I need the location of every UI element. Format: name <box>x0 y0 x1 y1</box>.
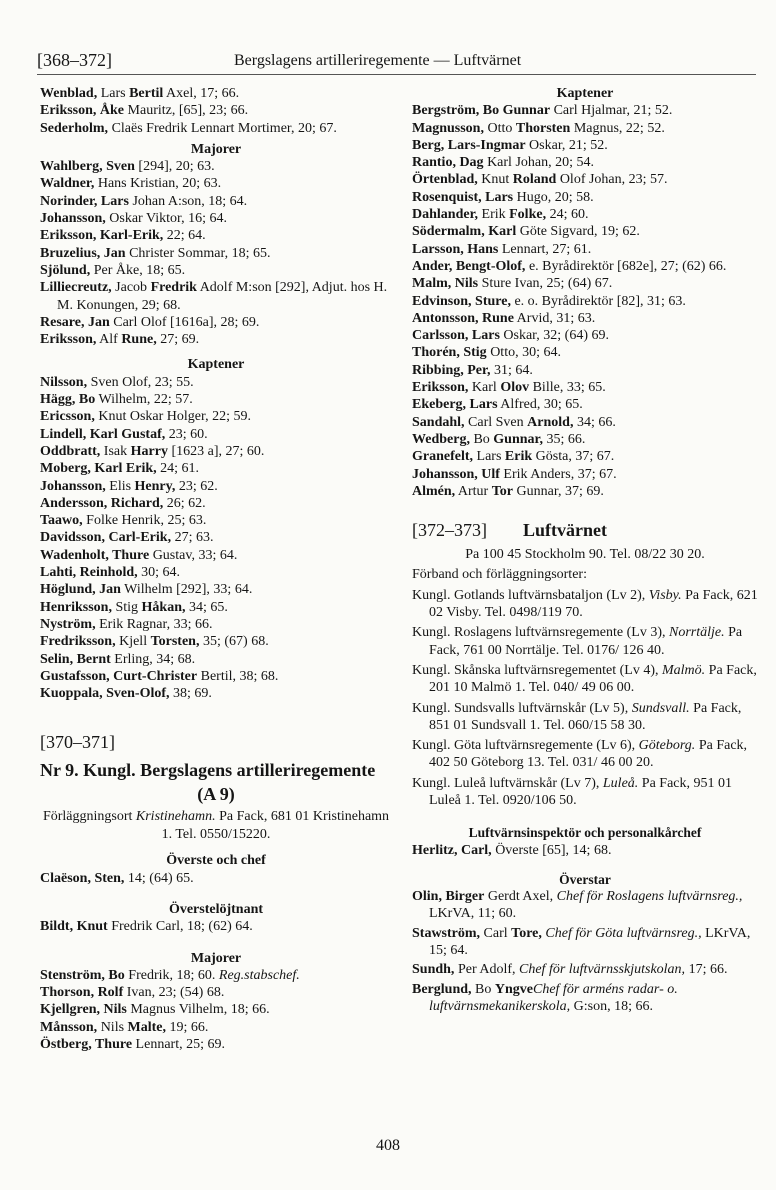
roster-entry: Oddbratt, Isak Harry [1623 a], 27; 60. <box>40 443 265 459</box>
section-pages-372: [372–373] <box>412 520 487 541</box>
header-title: Bergslagens artilleriregemente — Luftvärnet <box>234 52 522 69</box>
roster-entry: Wenblad, Lars Bertil Axel, 17; 66. <box>40 86 240 101</box>
kaptener-right-list <box>412 102 758 500</box>
running-header <box>37 50 756 75</box>
roster-entry: Thorén, Stig Otto, 30; 64. <box>412 345 561 361</box>
inspektor-entry <box>412 842 758 859</box>
roster-entry: Kungl. Roslagens luftvärnsregemente (Lv 3), Norrtälje. Pa Fack, 761 00 Norrtälje. Tel. 0176/ 126 40. <box>412 625 743 658</box>
roster-entry: Selin, Bernt Erling, 34; 68. <box>40 651 196 667</box>
roster-entry: Claëson, Sten, 14; (64) 65. <box>40 870 194 886</box>
overste-entry <box>40 870 392 887</box>
heading-overstelojtnant: Överstelöjtnant <box>168 901 264 917</box>
roster-entry: Gustafsson, Curt-Christer Bertil, 38; 68. <box>40 668 279 684</box>
roster-entry: Edvinson, Sture, e. o. Byrådirektör [82], 31; 63. <box>412 293 686 309</box>
roster-entry: Kungl. Sundsvalls luftvärnskår (Lv 5), Sundsvall. Pa Fack, 851 01 Sundsvall 1. Tel. 060/15 58 30. <box>412 700 742 733</box>
unit-info-b: Pa Fack, 681 01 Kristinehamn 1. Tel. 0550/15220. <box>161 809 390 843</box>
roster-entry: Nilsson, Sven Olof, 23; 55. <box>40 374 194 390</box>
heading-kaptener: Kaptener <box>187 357 245 373</box>
roster-entry: Ekeberg, Lars Alfred, 30; 65. <box>412 397 583 413</box>
heading-kaptener-right: Kaptener <box>556 86 614 101</box>
roster-entry: Stenström, Bo Fredrik, 18; 60. Reg.stabschef. <box>40 967 300 983</box>
page-number: 408 <box>376 1137 400 1154</box>
section-luftvarnet <box>412 518 758 542</box>
left-top-list <box>40 85 392 137</box>
roster-entry: Thorson, Rolf Ivan, 23; (54) 68. <box>40 985 225 1001</box>
roster-entry: Eriksson, Karl-Erik, 22; 64. <box>40 228 206 244</box>
roster-entry: Herlitz, Carl, Överste [65], 14; 68. <box>412 842 612 858</box>
roster-entry: Kuoppala, Sven-Olof, 38; 69. <box>40 686 212 702</box>
roster-entry: Bergström, Bo Gunnar Carl Hjalmar, 21; 52. <box>412 103 673 119</box>
roster-entry: Moberg, Karl Erik, 24; 61. <box>40 461 200 477</box>
roster-entry: Johansson, Ulf Erik Anders, 37; 67. <box>412 466 617 482</box>
unit-info-a: Förläggningsort <box>42 809 136 825</box>
roster-entry: Carlsson, Lars Oskar, 32; (64) 69. <box>412 328 609 344</box>
roster-entry: Sjölund, Per Åke, 18; 65. <box>40 262 186 278</box>
roster-entry: Berg, Lars-Ingmar Oskar, 21; 52. <box>412 137 608 153</box>
forband-label: Förband och förläggningsorter: <box>412 567 587 583</box>
roster-entry: Berglund, Bo YngveChef för arméns radar- o. luftvärnsmekanikerskola, G:son, 18; 66. <box>412 981 678 1014</box>
roster-entry: Rantio, Dag Karl Johan, 20; 54. <box>412 155 594 171</box>
kaptener-list <box>40 374 392 703</box>
roster-entry: Höglund, Jan Wilhelm [292], 33; 64. <box>40 582 253 598</box>
heading-majorer-2: Majorer <box>190 950 242 966</box>
roster-entry: Olin, Birger Gerdt Axel, Chef för Roslagens luftvärnsreg., LKrVA, 11; 60. <box>412 889 743 922</box>
roster-entry: Wadenholt, Thure Gustav, 33; 64. <box>40 547 238 563</box>
roster-entry: Stawström, Carl Tore, Chef för Göta luftvärnsreg., LKrVA, 15; 64. <box>412 925 751 959</box>
roster-entry: Almén, Artur Tor Gunnar, 37; 69. <box>412 483 604 499</box>
section-title: Luftvärnet <box>523 520 607 541</box>
roster-entry: Andersson, Richard, 26; 62. <box>40 495 206 511</box>
overstar-list <box>412 888 758 1015</box>
right-column <box>412 85 758 1017</box>
majorer-list <box>40 158 392 348</box>
roster-entry: Kungl. Göta luftvärnsregemente (Lv 6), Göteborg. Pa Fack, 402 50 Göteborg 13. Tel. 031/ 46 00 20. <box>412 738 748 771</box>
roster-entry: Fredriksson, Kjell Torsten, 35; (67) 68. <box>40 634 269 650</box>
roster-entry: Antonsson, Rune Arvid, 31; 63. <box>412 310 596 326</box>
roster-entry: Kungl. Gotlands luftvärnsbataljon (Lv 2), Visby. Pa Fack, 621 02 Visby. Tel. 0498/119 70. <box>412 587 758 621</box>
roster-entry: Dahlander, Erik Folke, 24; 60. <box>412 207 589 223</box>
roster-entry: Henriksson, Stig Håkan, 34; 65. <box>40 599 228 615</box>
roster-entry: Taawo, Folke Henrik, 25; 63. <box>40 513 207 529</box>
roster-entry: Lilliecreutz, Jacob Fredrik Adolf M:son [292], Adjut. hos H. M. Konungen, 29; 68. <box>40 280 388 313</box>
roster-entry: Örtenblad, Knut Roland Olof Johan, 23; 57. <box>412 172 668 188</box>
roster-entry: Malm, Nils Sture Ivan, 25; (64) 67. <box>412 276 613 292</box>
roster-entry: Sederholm, Claës Fredrik Lennart Mortimer, 20; 67. <box>40 120 337 136</box>
roster-entry: Lindell, Karl Gustaf, 23; 60. <box>40 426 208 442</box>
roster-entry: Ericsson, Knut Oskar Holger, 22; 59. <box>40 409 251 425</box>
roster-entry: Wahlberg, Sven [294], 20; 63. <box>40 159 215 175</box>
roster-entry: Wedberg, Bo Gunnar, 35; 66. <box>412 431 586 447</box>
roster-entry: Bruzelius, Jan Christer Sommar, 18; 65. <box>40 245 271 261</box>
roster-entry: Kjellgren, Nils Magnus Vilhelm, 18; 66. <box>40 1002 270 1018</box>
roster-entry: Lahti, Reinhold, 30; 64. <box>40 565 181 581</box>
roster-entry: Sandahl, Carl Sven Arnold, 34; 66. <box>412 414 616 430</box>
roster-entry: Johansson, Oskar Viktor, 16; 64. <box>40 211 227 227</box>
roster-entry: Rosenquist, Lars Hugo, 20; 58. <box>412 189 594 205</box>
majorer2-list <box>40 967 392 1053</box>
heading-inspektor: Luftvärnsinspektör och personalkårchef <box>468 825 702 841</box>
forband-list <box>412 587 758 810</box>
unit-code: (A 9) <box>197 784 235 805</box>
roster-entry: Eriksson, Alf Rune, 27; 69. <box>40 332 200 348</box>
roster-entry: Hägg, Bo Wilhelm, 22; 57. <box>40 392 193 408</box>
heading-overste: Överste och chef <box>166 853 266 869</box>
roster-entry: Kungl. Luleå luftvärnskår (Lv 7), Luleå. Pa Fack, 951 01 Luleå 1. Tel. 0920/106 50. <box>412 775 732 808</box>
unit-info-city: Kristinehamn. <box>135 809 216 825</box>
roster-entry: Norinder, Lars Johan A:son, 18; 64. <box>40 193 248 209</box>
roster-entry: Resare, Jan Carl Olof [1616a], 28; 69. <box>40 314 260 330</box>
roster-entry: Nyström, Erik Ragnar, 33; 66. <box>40 616 213 632</box>
roster-entry: Magnusson, Otto Thorsten Magnus, 22; 52. <box>412 120 665 136</box>
luftvarnet-address: Pa 100 45 Stockholm 90. Tel. 08/22 30 20. <box>465 547 705 563</box>
roster-entry: Johansson, Elis Henry, 23; 62. <box>40 478 218 494</box>
heading-majorer: Majorer <box>190 141 242 157</box>
header-page-range: [368–372] <box>37 50 112 70</box>
roster-entry: Larsson, Hans Lennart, 27; 61. <box>412 241 592 257</box>
roster-entry: Sundh, Per Adolf, Chef för luftvärnsskjutskolan, 17; 66. <box>412 962 728 978</box>
roster-entry: Eriksson, Åke Mauritz, [65], 23; 66. <box>40 103 249 119</box>
roster-entry: Södermalm, Karl Göte Sigvard, 19; 62. <box>412 224 640 240</box>
heading-overstar: Överstar <box>559 871 611 887</box>
section-pages-370: [370–371] <box>40 732 115 753</box>
roster-entry: Davidsson, Carl-Erik, 27; 63. <box>40 530 214 546</box>
overstelojtnant-entry <box>40 918 392 935</box>
roster-entry: Granefelt, Lars Erik Gösta, 37; 67. <box>412 449 615 465</box>
unit-info <box>40 808 392 844</box>
roster-entry: Waldner, Hans Kristian, 20; 63. <box>40 176 222 192</box>
left-column <box>40 85 392 1053</box>
roster-entry: Månsson, Nils Malte, 19; 66. <box>40 1019 209 1035</box>
roster-entry: Kungl. Skånska luftvärnsregementet (Lv 4), Malmö. Pa Fack, 201 10 Malmö 1. Tel. 040/ 49 06 00. <box>412 662 757 696</box>
unit-title: Nr 9. Kungl. Bergslagens artilleriregemente <box>40 760 376 781</box>
roster-entry: Bildt, Knut Fredrik Carl, 18; (62) 64. <box>40 919 253 935</box>
roster-entry: Ander, Bengt-Olof, e. Byrådirektör [682e], 27; (62) 66. <box>412 258 727 274</box>
roster-entry: Östberg, Thure Lennart, 25; 69. <box>40 1037 225 1053</box>
roster-entry: Eriksson, Karl Olov Bille, 33; 65. <box>412 380 606 396</box>
roster-entry: Ribbing, Per, 31; 64. <box>412 362 533 378</box>
